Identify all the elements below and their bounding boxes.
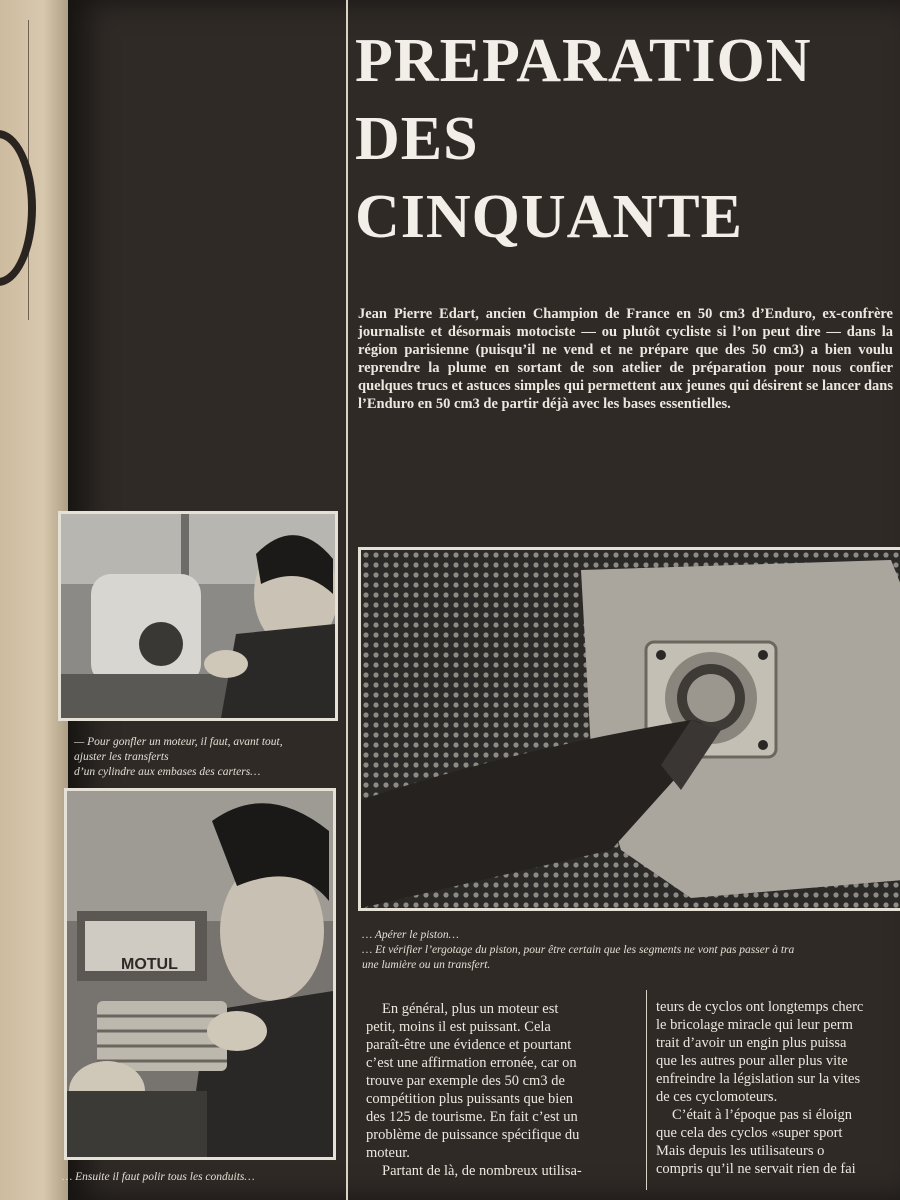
- body-col2-line: C’était à l’époque pas si éloign: [672, 1107, 852, 1123]
- body-col2-line: que les autres pour aller plus vite: [656, 1053, 848, 1069]
- body-col2-line: teurs de cyclos ont longtemps cherc: [656, 999, 864, 1015]
- body-col1-line: petit, moins il est puissant. Cela: [366, 1019, 551, 1035]
- caption-photo-1-line-3: d’un cylindre aux embases des carters…: [74, 766, 261, 778]
- motul-can-label: MOTUL: [121, 956, 178, 973]
- body-col2-line: trait d’avoir un engin plus puissa: [656, 1035, 847, 1051]
- caption-photo-1: [74, 735, 344, 780]
- title-line-3: CINQUANTE: [355, 183, 743, 251]
- title-line-1: PREPARATION: [355, 27, 812, 95]
- photo-mechanic-cylinder-image: [61, 514, 335, 718]
- facing-page-photo-fragment: [0, 130, 36, 286]
- photo-mechanic-cylinder: [58, 511, 338, 721]
- body-column-2: [656, 998, 900, 1178]
- caption-photo-1-line-1: — Pour gonfler un moteur, il faut, avant tout,: [74, 736, 283, 748]
- article-title: [355, 22, 895, 256]
- caption-photo-3: [362, 928, 900, 973]
- caption-photo-3-line-3: une lumière ou un transfert.: [362, 959, 491, 971]
- body-column-rule: [646, 990, 647, 1190]
- body-col1-line: compétition plus puissants que bien: [366, 1091, 574, 1107]
- caption-photo-3-line-1: … Apérer le piston…: [362, 929, 459, 941]
- caption-photo-1-line-2: ajuster les transferts: [74, 751, 169, 763]
- photo-cylinder-closeup-image: [361, 550, 900, 908]
- body-col1-line: Partant de là, de nombreux utilisa-: [382, 1163, 582, 1179]
- body-col1-line: paraît-être une évidence et pourtant: [366, 1037, 572, 1053]
- body-col1-line: En général, plus un moteur est: [382, 1001, 559, 1017]
- body-col1-line: des 125 de tourisme. En fait c’est un: [366, 1109, 578, 1125]
- photo-cylinder-closeup: [358, 547, 900, 911]
- body-col2-line: que cela des cyclos «super sport: [656, 1125, 843, 1141]
- body-col1-line: c’est une affirmation erronée, car on: [366, 1055, 577, 1071]
- caption-photo-2: … Ensuite il faut polir tous les conduits…: [62, 1171, 255, 1183]
- photo-mechanic-polishing: [64, 788, 336, 1160]
- article-intro: Jean Pierre Edart, ancien Champion de France en 50 cm3 d’Enduro, ex-confrère journaliste et désormais motociste — ou plutôt cycliste si l’on peut dire — dans la région parisienne (puisqu’il ne vend et ne prépare que des 50 cm3) a bien voulu reprendre la plume en sortant de son atelier de préparation pour nous confier quelques trucs et astuces simples qui permettent aux jeunes qui désirent se lancer dans l’Enduro en 50 cm3 de partir déjà avec les bases essentielles.: [358, 306, 893, 412]
- body-col2-line: enfreindre la législation sur la vites: [656, 1071, 861, 1087]
- photo-mechanic-polishing-image: [67, 791, 333, 1157]
- body-column-1: [366, 1000, 638, 1180]
- body-col1-line: moteur.: [366, 1145, 410, 1161]
- body-col2-line: le bricolage miracle qui leur perm: [656, 1017, 853, 1033]
- title-line-2: DES: [355, 105, 479, 173]
- column-divider: [346, 0, 348, 1200]
- body-col1-line: trouve par exemple des 50 cm3 de: [366, 1073, 565, 1089]
- body-col2-line: de ces cyclomoteurs.: [656, 1089, 778, 1105]
- body-col2-line: Mais depuis les utilisateurs o: [656, 1143, 825, 1159]
- caption-photo-3-line-2: … Et vérifier l’ergotage du piston, pour être certain que les segments ne vont pas passer à tra: [362, 944, 795, 956]
- body-col2-line: compris qu’il ne servait rien de fai: [656, 1161, 856, 1177]
- body-col1-line: problème de puissance spécifique du: [366, 1127, 580, 1143]
